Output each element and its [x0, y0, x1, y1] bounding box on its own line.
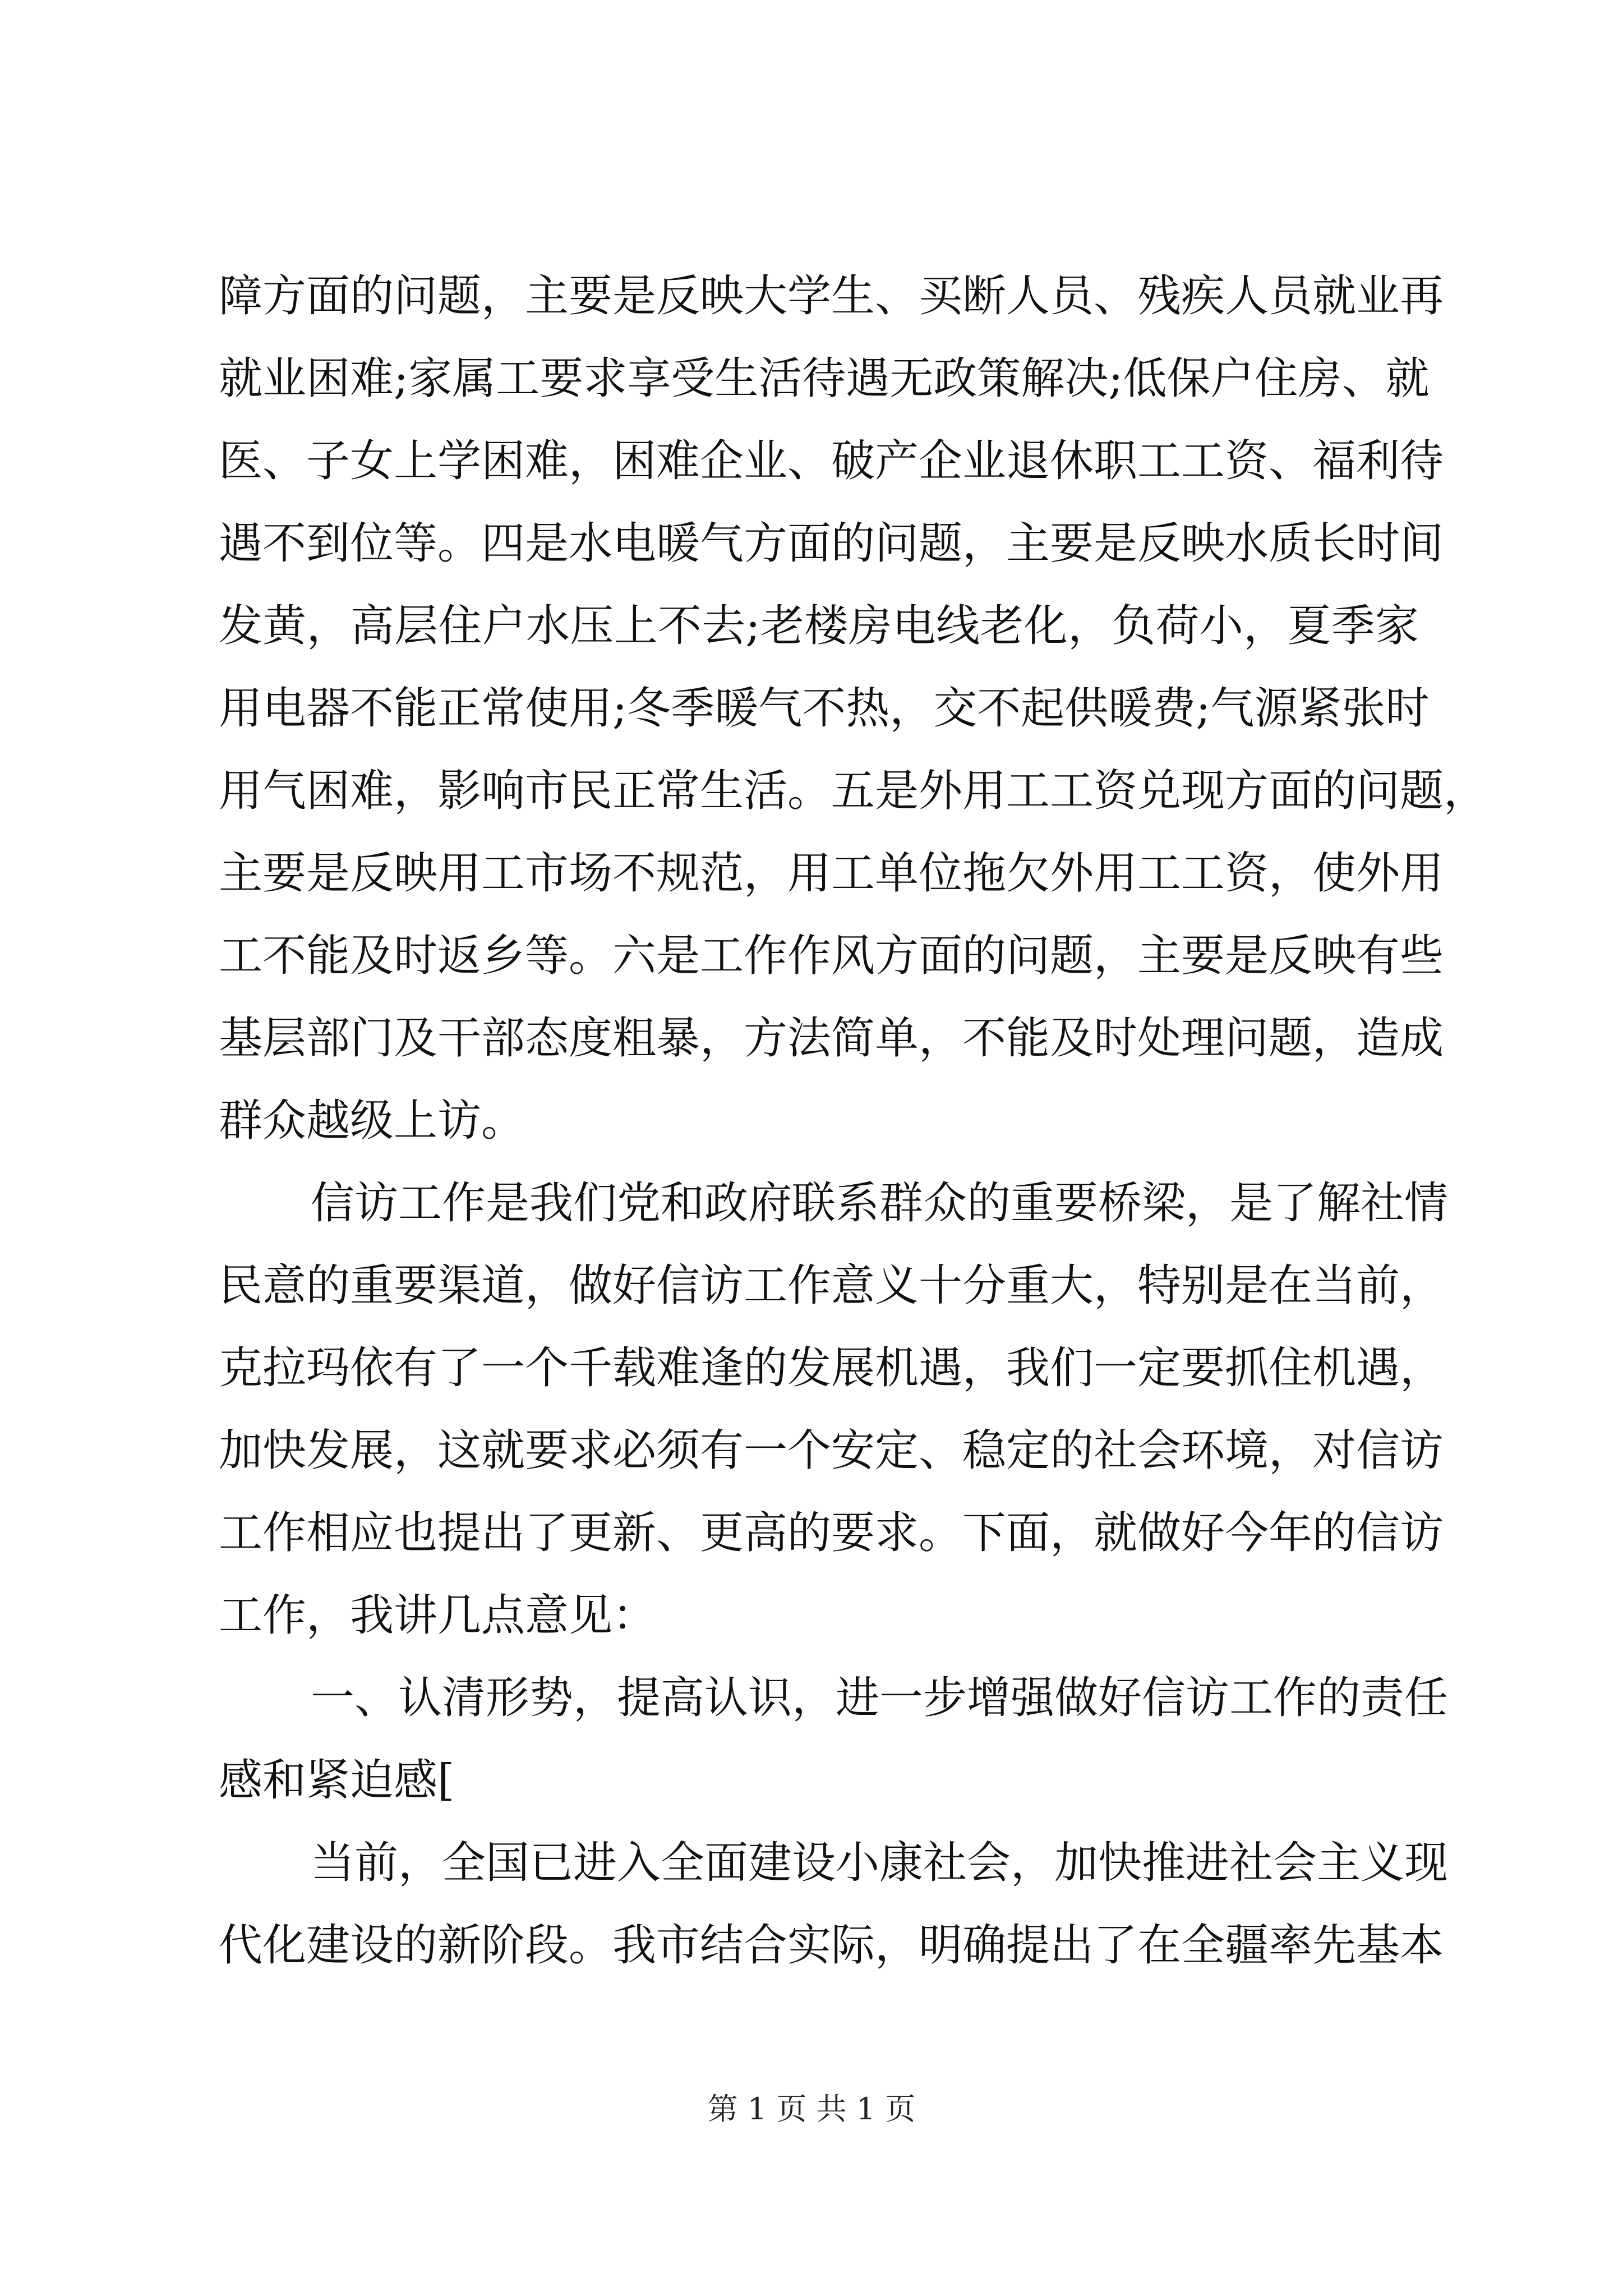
section-heading-1	[219, 1657, 1449, 1822]
text-line: 用电器不能正常使用;冬季暖气不热，交不起供暖费;气源紧张时	[219, 683, 1430, 734]
text-line: 加快发展，这就要求必须有一个安定、稳定的社会环境，对信访	[219, 1425, 1444, 1476]
text-line: 就业困难;家属工要求享受生活待遇无政策解决;低保户住房、就	[219, 353, 1430, 404]
paragraph-2	[219, 1162, 1449, 1657]
document-body	[219, 255, 1488, 1987]
text-line: 遇不到位等。四是水电暖气方面的问题，主要是反映水质长时间	[219, 518, 1444, 569]
paragraph-3	[219, 1822, 1449, 1987]
paragraph-1	[219, 255, 1488, 1162]
text-line: 工作，我讲几点意见：	[219, 1590, 657, 1641]
text-line: 信访工作是我们党和政府联系群众的重要桥梁，是了解社情	[311, 1178, 1449, 1228]
text-line: 代化建设的新阶段。我市结合实际，明确提出了在全疆率先基本	[219, 1920, 1444, 1971]
page-footer: 第 1 页 共 1 页	[707, 2091, 916, 2127]
heading-line: 感和紧迫感[	[219, 1755, 455, 1806]
text-line: 用气困难，影响市民正常生活。五是外用工工资兑现方面的问题，	[219, 766, 1488, 816]
text-line: 障方面的问题，主要是反映大学生、买断人员、残疾人员就业再	[219, 271, 1444, 321]
text-line: 医、子女上学困难，困难企业、破产企业退休职工工资、福利待	[219, 436, 1444, 486]
text-line: 基层部门及干部态度粗暴，方法简单，不能及时处理问题，造成	[219, 1013, 1444, 1064]
text-line: 民意的重要渠道，做好信访工作意义十分重大，特别是在当前，	[219, 1260, 1444, 1311]
text-line: 当前，全国已进入全面建设小康社会，加快推进社会主义现	[311, 1838, 1449, 1888]
text-line: 群众越级上访。	[219, 1096, 525, 1146]
text-line: 主要是反映用工市场不规范，用工单位拖欠外用工工资，使外用	[219, 848, 1444, 899]
text-line: 发黄，高层住户水压上不去;老楼房电线老化，负荷小，夏季家	[219, 601, 1419, 651]
text-line: 工作相应也提出了更新、更高的要求。下面，就做好今年的信访	[219, 1508, 1444, 1558]
text-line: 工不能及时返乡等。六是工作作风方面的问题，主要是反映有些	[219, 931, 1444, 981]
heading-line: 一、认清形势，提高认识，进一步增强做好信访工作的责任	[311, 1673, 1449, 1723]
text-line: 克拉玛依有了一个千载难逢的发展机遇，我们一定要抓住机遇，	[219, 1343, 1444, 1393]
